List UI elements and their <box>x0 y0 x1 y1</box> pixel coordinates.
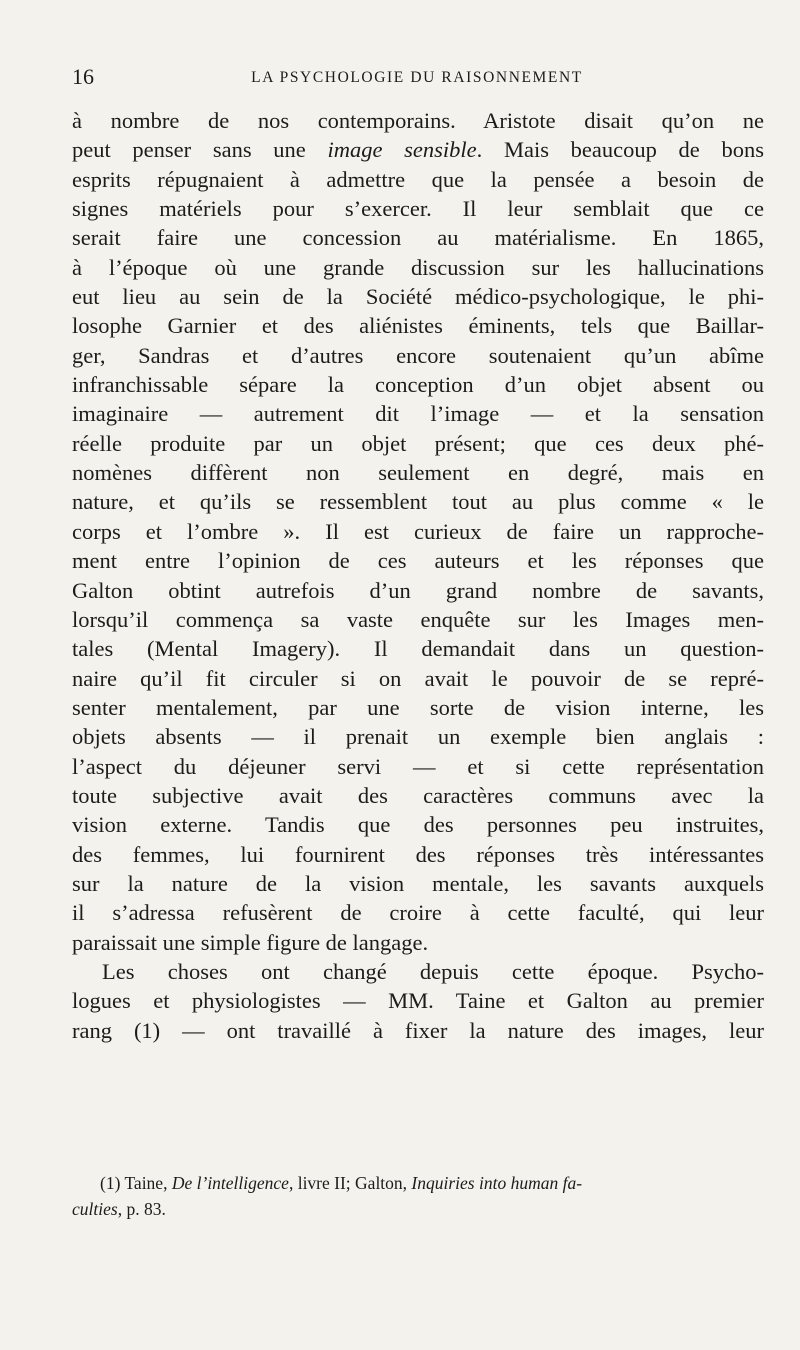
text-line <box>72 135 764 164</box>
footnote-line <box>72 1170 762 1196</box>
text-line: toute subjective avait des caractères communs avec la <box>72 782 764 808</box>
page-number: 16 <box>72 64 94 89</box>
book-title: Inquiries into human fa- <box>411 1173 583 1193</box>
text-line: corps et l’ombre ». Il est curieux de faire un rapproche- <box>72 518 764 544</box>
text-line: réelle produite par un objet présent; que ces deux phé- <box>72 430 764 456</box>
text-line: losophe Garnier et des aliénistes éminents, tels que Baillar- <box>72 313 764 339</box>
text-line: naire qu’il fit circuler si on avait le pouvoir de se repré- <box>72 665 764 691</box>
text-line: esprits répugnaient à admettre que la pensée a besoin de <box>72 166 764 192</box>
footnote <box>72 1170 762 1222</box>
text-line: nature, et qu’ils se ressemblent tout au plus comme « le <box>72 489 764 515</box>
text-line: à l’époque où une grande discussion sur les hallucinations <box>72 254 764 280</box>
text-line: rang (1) — ont travaillé à fixer la nature des images, leur <box>72 1017 764 1043</box>
text-run: peut penser sans une <box>72 137 328 163</box>
text-line: l’aspect du déjeuner servi — et si cette représentation <box>72 753 764 779</box>
text-line: vision externe. Tandis que des personnes peu instruites, <box>72 812 764 838</box>
text-line: imaginaire — autrement dit l’image — et la sensation <box>72 401 764 427</box>
book-title: De l’intelligence <box>171 1173 289 1193</box>
footnote-marker-text: (1) Taine, <box>100 1173 172 1193</box>
footnote-line <box>72 1196 762 1222</box>
text-run: , livre II; Galton, <box>288 1173 412 1193</box>
text-line: objets absents — il prenait un exemple bien anglais : <box>72 724 764 750</box>
text-line: infranchissable sépare la conception d’un objet absent ou <box>72 372 764 398</box>
text-line: logues et physiologistes — MM. Taine et Galton au premier <box>72 988 764 1014</box>
text-line: ment entre l’opinion de ces auteurs et les réponses que <box>72 548 764 574</box>
text-run: , p. 83. <box>117 1199 166 1219</box>
running-head <box>72 62 762 92</box>
book-title: culties <box>72 1199 118 1219</box>
text-line: senter mentalement, par une sorte de vision interne, les <box>72 694 764 720</box>
text-line: eut lieu au sein de la Société médico-psychologique, le phi- <box>72 284 764 310</box>
text-line: nomènes diffèrent non seulement en degré, mais en <box>72 460 764 486</box>
text-line: lorsqu’il commença sa vaste enquête sur les Images men- <box>72 606 764 632</box>
text-run: . Mais beaucoup de bons <box>476 137 764 163</box>
running-title: LA PSYCHOLOGIE DU RAISONNEMENT <box>251 69 583 86</box>
text-line: signes matériels pour s’exercer. Il leur semblait que ce <box>72 196 764 222</box>
body-text <box>72 106 764 1045</box>
text-line: tales (Mental Imagery). Il demandait dans un question- <box>72 636 764 662</box>
text-line: des femmes, lui fournirent des réponses très intéressantes <box>72 841 764 867</box>
paragraph-end-line: paraissait une simple figure de langage. <box>72 929 429 955</box>
text-line: sur la nature de la vision mentale, les savants auxquels <box>72 870 764 896</box>
text-line: serait faire une concession au matérialisme. En 1865, <box>72 225 764 251</box>
text-line: à nombre de nos contemporains. Aristote disait qu’on ne <box>72 108 764 133</box>
paragraph-start-line: Les choses ont changé depuis cette époque. Psycho- <box>102 958 764 984</box>
emphasis-text: image sensible <box>327 137 477 163</box>
text-line: ger, Sandras et d’autres encore soutenaient qu’un abîme <box>72 342 764 368</box>
text-line: il s’adressa refusèrent de croire à cette faculté, qui leur <box>72 900 764 926</box>
text-line: Galton obtint autrefois d’un grand nombre de savants, <box>72 577 764 603</box>
